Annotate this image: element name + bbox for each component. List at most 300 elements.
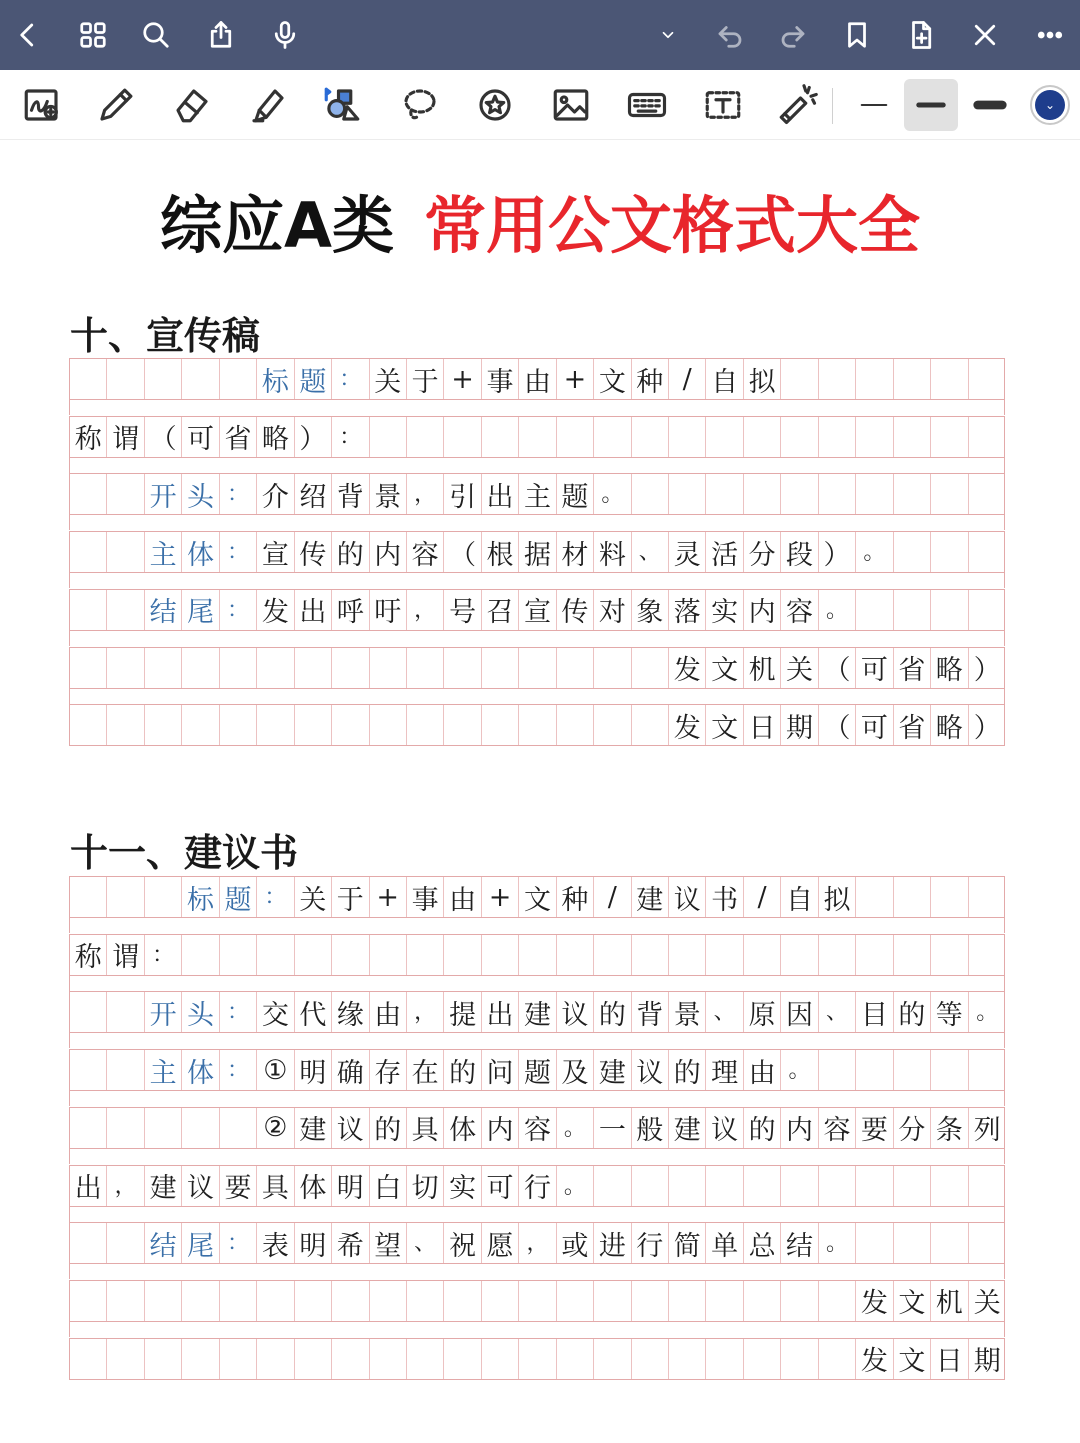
bookmark-icon[interactable]	[839, 17, 875, 53]
grid-cell	[632, 417, 669, 457]
grid-cell	[594, 1339, 631, 1379]
grid-char: 拟	[819, 877, 856, 917]
grid-cell	[220, 935, 257, 975]
grid-char: 内	[744, 590, 781, 630]
grid-char: 建	[594, 1050, 631, 1090]
grid-cell	[182, 1339, 219, 1379]
grid-cell	[669, 1339, 706, 1379]
grid-char: 关	[781, 648, 818, 688]
grid-row	[69, 991, 1005, 1033]
grid-char: 文	[706, 705, 743, 745]
grid-char: 的	[594, 992, 631, 1032]
grid-cell	[744, 474, 781, 514]
grid-char: 愿	[482, 1223, 519, 1263]
grid-cell	[407, 1339, 444, 1379]
grid-row	[69, 934, 1005, 976]
grid-char: 召	[482, 590, 519, 630]
grid-char: 的	[370, 1108, 407, 1148]
grid-cell	[370, 1339, 407, 1379]
grid-char: 题	[557, 474, 594, 514]
undo-icon[interactable]	[712, 17, 748, 53]
grid-char: 议	[557, 992, 594, 1032]
grid-char: 。	[819, 590, 856, 630]
grid-char: +	[557, 359, 594, 399]
grid-cell	[70, 1108, 107, 1148]
grid-char: +	[482, 877, 519, 917]
grid-cell	[931, 359, 968, 399]
grid-cell	[257, 1339, 294, 1379]
grid-cell	[407, 935, 444, 975]
grid-row-gap	[69, 1322, 1005, 1337]
grid-cell	[781, 1339, 818, 1379]
grid-char: ②	[257, 1108, 294, 1148]
grid-char: 交	[257, 992, 294, 1032]
grid-char: 根	[482, 532, 519, 572]
grid-char: 缘	[332, 992, 369, 1032]
grid-char: 简	[669, 1223, 706, 1263]
grid-char: 体	[444, 1108, 481, 1148]
grid-char: 文	[594, 359, 631, 399]
grid-cell	[894, 590, 931, 630]
grid-cell	[107, 359, 144, 399]
grid-cell	[557, 935, 594, 975]
grid-cell	[407, 648, 444, 688]
grid-cell	[894, 417, 931, 457]
grid-char: ：	[220, 1050, 257, 1090]
grid-row-gap	[69, 400, 1005, 415]
grid-cell	[594, 935, 631, 975]
grid-cell	[332, 1281, 369, 1321]
grid-cell	[482, 417, 519, 457]
grid-char: ①	[257, 1050, 294, 1090]
grid-char: 原	[744, 992, 781, 1032]
grid-char: 发	[669, 705, 706, 745]
grid-char: 。	[856, 532, 893, 572]
grid-char: 。	[819, 1223, 856, 1263]
grid-char: 的	[744, 1108, 781, 1148]
grid-cell	[969, 532, 1006, 572]
grid-cell	[856, 877, 893, 917]
grid-char: 自	[781, 877, 818, 917]
grid-cell	[145, 359, 182, 399]
grid-char: 。	[781, 1050, 818, 1090]
pen-icon[interactable]	[92, 82, 140, 128]
grid-char: 明	[295, 1050, 332, 1090]
stroke-thick-icon[interactable]	[966, 82, 1014, 128]
chevron-down-icon[interactable]	[650, 17, 686, 53]
grid-char: 明	[295, 1223, 332, 1263]
grid-char: 一	[594, 1108, 631, 1148]
handwriting-icon[interactable]	[18, 82, 66, 128]
grid-char: 的	[332, 532, 369, 572]
grid-cell	[856, 359, 893, 399]
grid-char: 发	[856, 1339, 893, 1379]
grid-row	[69, 1049, 1005, 1091]
grid-char: 背	[632, 992, 669, 1032]
grid-char: 行	[632, 1223, 669, 1263]
grid-cell	[931, 417, 968, 457]
grid-char: 白	[370, 1166, 407, 1206]
grid-char: 活	[706, 532, 743, 572]
grid-char: 头	[182, 992, 219, 1032]
grid-row-gap	[69, 1264, 1005, 1279]
grid-char: 发	[669, 648, 706, 688]
grid-char: 于	[332, 877, 369, 917]
grid-char: 的	[894, 992, 931, 1032]
grid-char: 文	[519, 877, 556, 917]
back-icon[interactable]	[10, 17, 46, 53]
grid-cell	[295, 648, 332, 688]
grid-row-gap	[69, 689, 1005, 704]
grid-char: 实	[706, 590, 743, 630]
grid-row	[69, 647, 1005, 689]
grid-char: 要	[220, 1166, 257, 1206]
grid-char: 般	[632, 1108, 669, 1148]
grid-char: 拟	[744, 359, 781, 399]
grid-char: 段	[781, 532, 818, 572]
grid-char: 省	[220, 417, 257, 457]
grid-cell	[107, 474, 144, 514]
grid-char: ，	[407, 590, 444, 630]
grid-char: 内	[370, 532, 407, 572]
grid-cell	[856, 1050, 893, 1090]
grid-row	[69, 876, 1005, 918]
grid-char: 。	[594, 474, 631, 514]
grid-char: 由	[444, 877, 481, 917]
grid-cell	[370, 705, 407, 745]
grid-cell	[519, 705, 556, 745]
grid-char: 绍	[295, 474, 332, 514]
grid-char: 对	[594, 590, 631, 630]
grid-cell	[894, 474, 931, 514]
grid-char: 在	[407, 1050, 444, 1090]
grid-char: 结	[145, 1223, 182, 1263]
grid-cell	[969, 877, 1006, 917]
lasso-icon[interactable]	[396, 82, 444, 128]
grid-cell	[145, 705, 182, 745]
grid-cell	[557, 648, 594, 688]
grid-char: 条	[931, 1108, 968, 1148]
grid-char: 实	[444, 1166, 481, 1206]
grid-cell	[894, 1166, 931, 1206]
grid-char: 灵	[669, 532, 706, 572]
grid-char: 文	[706, 648, 743, 688]
grid-cell	[931, 590, 968, 630]
grid-char: 景	[370, 474, 407, 514]
grid-cell	[370, 648, 407, 688]
stroke-medium-icon[interactable]	[904, 79, 958, 131]
grid-cell	[856, 417, 893, 457]
grid-char: ，	[407, 992, 444, 1032]
grid-cell	[295, 1339, 332, 1379]
grid-cell	[70, 1339, 107, 1379]
grid-cell	[856, 590, 893, 630]
grid-cell	[220, 648, 257, 688]
grid-cell	[781, 1281, 818, 1321]
grid-cell	[706, 1339, 743, 1379]
grid-char: 关	[973, 1288, 1001, 1320]
grid-char: 等	[931, 992, 968, 1032]
grid-char: 背	[332, 474, 369, 514]
grid-cell	[370, 417, 407, 457]
page-title	[0, 188, 1080, 264]
grid-char: 引	[444, 474, 481, 514]
grid-cell	[182, 648, 219, 688]
grid-cell	[295, 1281, 332, 1321]
grid-char: 种	[632, 359, 669, 399]
grid-cell	[70, 474, 107, 514]
grid-cell	[706, 1166, 743, 1206]
grid-cell	[220, 359, 257, 399]
grid-char: ，	[407, 474, 444, 514]
grid-char: /	[744, 877, 781, 917]
grid-cell	[70, 705, 107, 745]
grid-cell	[332, 705, 369, 745]
color-picker-icon[interactable]: ⌄	[1030, 85, 1070, 125]
grid-cell	[145, 648, 182, 688]
grid-char: 可	[856, 705, 893, 745]
grid-cell	[407, 705, 444, 745]
grid-cell	[220, 1108, 257, 1148]
grid-cell	[706, 417, 743, 457]
grid-char: 具	[407, 1108, 444, 1148]
grid-cell	[145, 877, 182, 917]
grid-char: 自	[706, 359, 743, 399]
grid-cell	[969, 1166, 1006, 1206]
grid-cell	[706, 935, 743, 975]
grid-char: 建	[632, 877, 669, 917]
grid-cell	[819, 474, 856, 514]
grid-cell	[220, 1281, 257, 1321]
grid-char: 容	[407, 532, 444, 572]
grid-row	[69, 358, 1005, 400]
grid-row	[69, 1107, 1005, 1149]
section-heading-xuanchuangao: 十、宣传稿	[70, 314, 261, 358]
grid-char: 议	[706, 1108, 743, 1148]
grid-cell	[894, 1050, 931, 1090]
grid-char: 标	[182, 877, 219, 917]
grid-cell	[519, 1339, 556, 1379]
grid-cell	[819, 1281, 856, 1321]
grid-cell	[819, 359, 856, 399]
grid-char: 容	[519, 1108, 556, 1148]
grid-cell	[744, 935, 781, 975]
grid-cell	[444, 417, 481, 457]
grid-char: 事	[407, 877, 444, 917]
grid-char: 结	[781, 1223, 818, 1263]
laser-pointer-icon[interactable]	[773, 82, 821, 128]
grid-char: （	[145, 417, 182, 457]
grid-cell	[107, 1108, 144, 1148]
grid-cell	[781, 359, 818, 399]
grid-row-gap	[69, 1033, 1005, 1048]
stroke-thin-icon[interactable]	[850, 82, 898, 128]
grid-cell	[781, 1166, 818, 1206]
grid-row	[69, 704, 1005, 746]
grid-char: 的	[669, 1050, 706, 1090]
grid-cell	[519, 648, 556, 688]
grid-char: 建	[669, 1108, 706, 1148]
grid-cell	[931, 935, 968, 975]
shapes-icon[interactable]	[318, 82, 366, 128]
grid-cell	[220, 1339, 257, 1379]
search-icon[interactable]	[138, 17, 174, 53]
grid-char: 。	[976, 1000, 999, 1026]
grid-char: ：	[332, 417, 369, 457]
grid-cell	[182, 935, 219, 975]
grid-cell	[969, 1223, 1006, 1263]
grid-cell	[819, 1339, 856, 1379]
grid-char: 建	[145, 1166, 182, 1206]
grid-char: 建	[519, 992, 556, 1032]
grid-char: 容	[781, 590, 818, 630]
grid-char: 发	[856, 1281, 893, 1321]
grid-cell	[107, 877, 144, 917]
mic-icon[interactable]	[267, 17, 303, 53]
grid-char: （	[444, 532, 481, 572]
grid-char: 标	[257, 359, 294, 399]
grid-row	[69, 416, 1005, 458]
grid-char: 题	[295, 359, 332, 399]
grid-cell	[931, 532, 968, 572]
highlighter-icon[interactable]	[244, 82, 292, 128]
grid-cell	[257, 1281, 294, 1321]
grid-cell	[969, 1050, 1006, 1090]
grid-char: ：	[332, 359, 369, 399]
grid-cell	[669, 474, 706, 514]
grid-char: 出	[482, 992, 519, 1032]
grid-cell	[856, 935, 893, 975]
grid-char: 机	[744, 648, 781, 688]
grid-char: 、	[819, 992, 856, 1032]
grid-char: 确	[332, 1050, 369, 1090]
grid-cell	[70, 1223, 107, 1263]
grid-cell	[632, 474, 669, 514]
grid-cell	[70, 1050, 107, 1090]
grid-cell	[819, 935, 856, 975]
grid-cell	[557, 417, 594, 457]
grid-cell	[332, 648, 369, 688]
grid-cell	[444, 705, 481, 745]
grid-char: 问	[482, 1050, 519, 1090]
grid-char: 的	[444, 1050, 481, 1090]
grid-cell	[295, 935, 332, 975]
grid-cell	[669, 935, 706, 975]
grid-char: 议	[669, 877, 706, 917]
grid-char: 提	[444, 992, 481, 1032]
grid-cell	[931, 877, 968, 917]
grid-char: 传	[557, 590, 594, 630]
grid-char: ）	[973, 712, 1001, 744]
grid-cell	[257, 648, 294, 688]
grid-cell	[482, 935, 519, 975]
redo-icon[interactable]	[775, 17, 811, 53]
grid-char: 内	[482, 1108, 519, 1148]
grid-cell	[557, 705, 594, 745]
add-page-icon[interactable]	[903, 17, 939, 53]
grid-cell	[482, 648, 519, 688]
keyboard-icon[interactable]	[623, 82, 671, 128]
grid-char: 体	[295, 1166, 332, 1206]
more-icon[interactable]	[1032, 17, 1068, 53]
grid-cell	[744, 1166, 781, 1206]
grid-char: 出	[70, 1166, 107, 1206]
grid-cell	[931, 1166, 968, 1206]
grid-cell	[931, 474, 968, 514]
grid-row	[69, 473, 1005, 515]
grid-cell	[669, 1166, 706, 1206]
grid-cell	[145, 1281, 182, 1321]
grid-cell	[257, 935, 294, 975]
image-icon[interactable]	[547, 82, 595, 128]
grid-char: 谓	[107, 417, 144, 457]
grid-char: 关	[295, 877, 332, 917]
toolbar-divider	[832, 88, 833, 124]
grid-char: 进	[594, 1223, 631, 1263]
grid-cell	[70, 1281, 107, 1321]
grid-cell	[370, 1281, 407, 1321]
grid-cell	[781, 417, 818, 457]
grid-char: 尾	[182, 590, 219, 630]
grid-cell	[669, 1281, 706, 1321]
grid-char: 省	[894, 705, 931, 745]
grid-char: 期	[781, 705, 818, 745]
grid-char: 题	[220, 877, 257, 917]
grid-char: 期	[973, 1346, 1001, 1378]
grid-char: 介	[257, 474, 294, 514]
share-icon[interactable]	[203, 17, 239, 53]
grid-char: 宣	[257, 532, 294, 572]
grid-char: 可	[182, 417, 219, 457]
grid-row-gap	[69, 1207, 1005, 1222]
grid-cell	[70, 532, 107, 572]
grid-cell	[931, 1223, 968, 1263]
grid-char: 传	[295, 532, 332, 572]
close-icon[interactable]	[967, 17, 1003, 53]
grid-cell	[969, 417, 1006, 457]
grid-char: 省	[894, 648, 931, 688]
grid-char: ：	[257, 877, 294, 917]
grid-row	[69, 1280, 1005, 1322]
grid-cell	[632, 648, 669, 688]
grid-char: 、	[706, 992, 743, 1032]
grid-char: 议	[632, 1050, 669, 1090]
grid-char: 景	[669, 992, 706, 1032]
grid-char: 称	[70, 935, 107, 975]
grid-cell	[706, 1281, 743, 1321]
grid-char: ：	[145, 935, 182, 975]
grid-cell	[107, 1050, 144, 1090]
textbox-icon[interactable]	[699, 82, 747, 128]
grid-char: 头	[182, 474, 219, 514]
grid-char: 略	[931, 648, 968, 688]
grid-icon[interactable]	[75, 17, 111, 53]
eraser-icon[interactable]	[168, 82, 216, 128]
grid-char: 内	[781, 1108, 818, 1148]
grid-char: 略	[931, 705, 968, 745]
grid-cell	[332, 1339, 369, 1379]
grid-char: ）	[295, 417, 332, 457]
sticker-icon[interactable]	[471, 82, 519, 128]
grid-cell	[70, 359, 107, 399]
grid-char: （	[819, 648, 856, 688]
grid-cell	[557, 1281, 594, 1321]
grid-char: 机	[931, 1281, 968, 1321]
grid-cell	[182, 1281, 219, 1321]
grid-char: 议	[332, 1108, 369, 1148]
grid-char: 。	[557, 1108, 594, 1148]
grid-char: 或	[557, 1223, 594, 1263]
